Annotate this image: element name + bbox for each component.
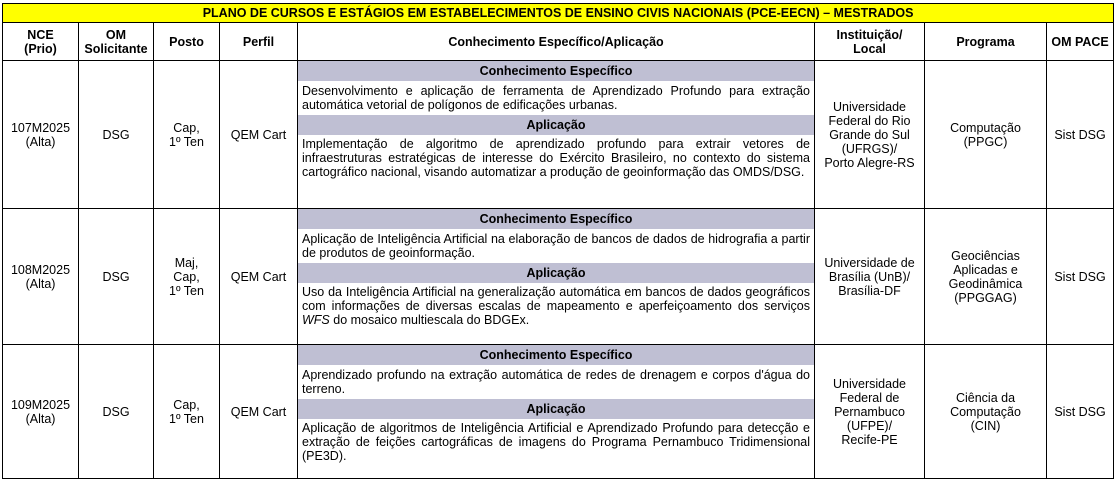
instituicao-line: Pernambuco bbox=[834, 404, 905, 419]
perfil-cell: QEM Cart bbox=[220, 209, 298, 345]
aplicacao-text: Implementação de algoritmo de aprendizado profundo para extrair vetores de infraestruturas estratégicas de interesse do Exército Brasileiro, no contexto do sistema cartográfico nacional, visando automatizar a produção de geoinformação das OMDS/DSG. bbox=[302, 137, 810, 179]
om-cell: DSG bbox=[79, 61, 154, 209]
programa-line: Geodinâmica bbox=[948, 276, 1023, 291]
instituicao-line: Universidade de bbox=[824, 255, 915, 270]
instituicao-line: (UFPE)/ bbox=[846, 418, 893, 433]
header-om-line1: OM bbox=[105, 27, 127, 42]
header-perfil: Perfil bbox=[220, 23, 298, 61]
nce-cell bbox=[3, 345, 79, 479]
aplicacao-text bbox=[298, 283, 814, 329]
programa-line: Geociências bbox=[951, 248, 1020, 263]
programa-cell bbox=[925, 61, 1047, 209]
posto-line: 1º Ten bbox=[169, 411, 204, 426]
header-om bbox=[79, 23, 154, 61]
instituicao-line: Brasília-DF bbox=[838, 283, 901, 298]
nce-priority: (Alta) bbox=[25, 276, 56, 291]
programa-line: (CIN) bbox=[970, 418, 1001, 433]
posto-line: Maj, bbox=[174, 255, 199, 270]
nce-code: 109M2025 bbox=[10, 397, 71, 412]
conhecimento-label: Conhecimento Específico bbox=[298, 209, 814, 229]
header-nce-line2: (Prio) bbox=[24, 41, 57, 56]
ompace-cell: Sist DSG bbox=[1047, 209, 1114, 345]
instituicao-line: Universidade bbox=[833, 376, 906, 391]
instituicao-cell bbox=[815, 209, 925, 345]
posto-line: Cap, bbox=[173, 120, 200, 135]
programa-line: Computação bbox=[950, 120, 1021, 135]
om-cell: DSG bbox=[79, 209, 154, 345]
nce-priority: (Alta) bbox=[25, 134, 56, 149]
nce-cell bbox=[3, 61, 79, 209]
nce-cell bbox=[3, 209, 79, 345]
instituicao-cell bbox=[815, 61, 925, 209]
header-posto: Posto bbox=[154, 23, 220, 61]
programa-line: (PPGC) bbox=[963, 134, 1008, 149]
aplicacao-label: Aplicação bbox=[298, 115, 814, 135]
aplicacao-text-part: Uso da Inteligência Artificial na generalização automática em bancos de dados geográficos com informações de diversas escalas de mapeamento e aperfeiçoamento dos serviços bbox=[302, 285, 810, 313]
aplicacao-text-emphasis: WFS bbox=[302, 313, 330, 327]
table-row bbox=[3, 61, 1114, 209]
programa-line: Aplicadas e bbox=[953, 262, 1018, 277]
table-title: PLANO DE CURSOS E ESTÁGIOS EM ESTABELECIMENTOS DE ENSINO CIVIS NACIONAIS (PCE-EECN) – MESTRADOS bbox=[3, 4, 1114, 23]
courses-table bbox=[2, 3, 1114, 479]
aplicacao-label: Aplicação bbox=[298, 263, 814, 283]
instituicao-line: Grande do Sul bbox=[829, 127, 910, 142]
programa-line: Ciência da bbox=[955, 390, 1016, 405]
posto-cell bbox=[154, 209, 220, 345]
conhecimento-text: Desenvolvimento e aplicação de ferramenta de Aprendizado Profundo para extração automática vetorial de polígonos de edificações urbanas. bbox=[302, 84, 810, 112]
instituicao-line: Federal do Rio bbox=[828, 113, 911, 128]
header-instituicao-line2: Local bbox=[853, 41, 886, 56]
posto-line: Cap, bbox=[173, 269, 200, 284]
instituicao-line: Universidade bbox=[833, 99, 906, 114]
aplicacao-text: Aplicação de algoritmos de Inteligência Artificial e Aprendizado Profundo para detecção e extração de feições cartográficas de imagens do Programa Pernambuco Tridimensional (PE3D). bbox=[302, 421, 810, 463]
conhecimento-text: Aprendizado profundo na extração automática de redes de drenagem e corpos d'água do terreno. bbox=[302, 368, 810, 396]
om-cell: DSG bbox=[79, 345, 154, 479]
table-row bbox=[3, 209, 1114, 345]
table-row bbox=[3, 345, 1114, 479]
header-nce-line1: NCE bbox=[27, 27, 54, 42]
header-nce bbox=[3, 23, 79, 61]
header-row bbox=[3, 23, 1114, 61]
knowledge-cell bbox=[298, 61, 815, 209]
header-om-line2: Solicitante bbox=[84, 41, 148, 56]
ompace-cell: Sist DSG bbox=[1047, 345, 1114, 479]
posto-line: 1º Ten bbox=[169, 283, 204, 298]
posto-line: Cap, bbox=[173, 397, 200, 412]
header-instituicao bbox=[815, 23, 925, 61]
nce-code: 108M2025 bbox=[10, 262, 71, 277]
posto-cell bbox=[154, 61, 220, 209]
header-ompace: OM PACE bbox=[1047, 23, 1114, 61]
programa-line: Computação bbox=[950, 404, 1021, 419]
instituicao-line: Brasília (UnB)/ bbox=[828, 269, 911, 284]
conhecimento-text: Aplicação de Inteligência Artificial na elaboração de bancos de dados de hidrografia a partir de produtos de geoinformação. bbox=[302, 232, 810, 260]
instituicao-line: Porto Alegre-RS bbox=[824, 155, 915, 170]
ompace-cell: Sist DSG bbox=[1047, 61, 1114, 209]
programa-line: (PPGGAG) bbox=[954, 290, 1017, 305]
instituicao-cell bbox=[815, 345, 925, 479]
knowledge-cell bbox=[298, 345, 815, 479]
aplicacao-label: Aplicação bbox=[298, 399, 814, 419]
programa-cell bbox=[925, 209, 1047, 345]
perfil-cell: QEM Cart bbox=[220, 345, 298, 479]
aplicacao-text-part: do mosaico multiescala do BDGEx. bbox=[329, 313, 530, 327]
header-programa: Programa bbox=[925, 23, 1047, 61]
perfil-cell: QEM Cart bbox=[220, 61, 298, 209]
posto-cell bbox=[154, 345, 220, 479]
conhecimento-label: Conhecimento Específico bbox=[298, 345, 814, 365]
nce-code: 107M2025 bbox=[10, 120, 71, 135]
programa-cell bbox=[925, 345, 1047, 479]
knowledge-cell bbox=[298, 209, 815, 345]
instituicao-line: Federal de bbox=[839, 390, 900, 405]
header-conhecimento: Conhecimento Específico/Aplicação bbox=[298, 23, 815, 61]
nce-priority: (Alta) bbox=[25, 411, 56, 426]
instituicao-line: Recife-PE bbox=[841, 432, 898, 447]
instituicao-line: (UFRGS)/ bbox=[841, 141, 898, 156]
header-instituicao-line1: Instituição/ bbox=[836, 27, 903, 42]
posto-line: 1º Ten bbox=[169, 134, 204, 149]
conhecimento-label: Conhecimento Específico bbox=[298, 61, 814, 81]
